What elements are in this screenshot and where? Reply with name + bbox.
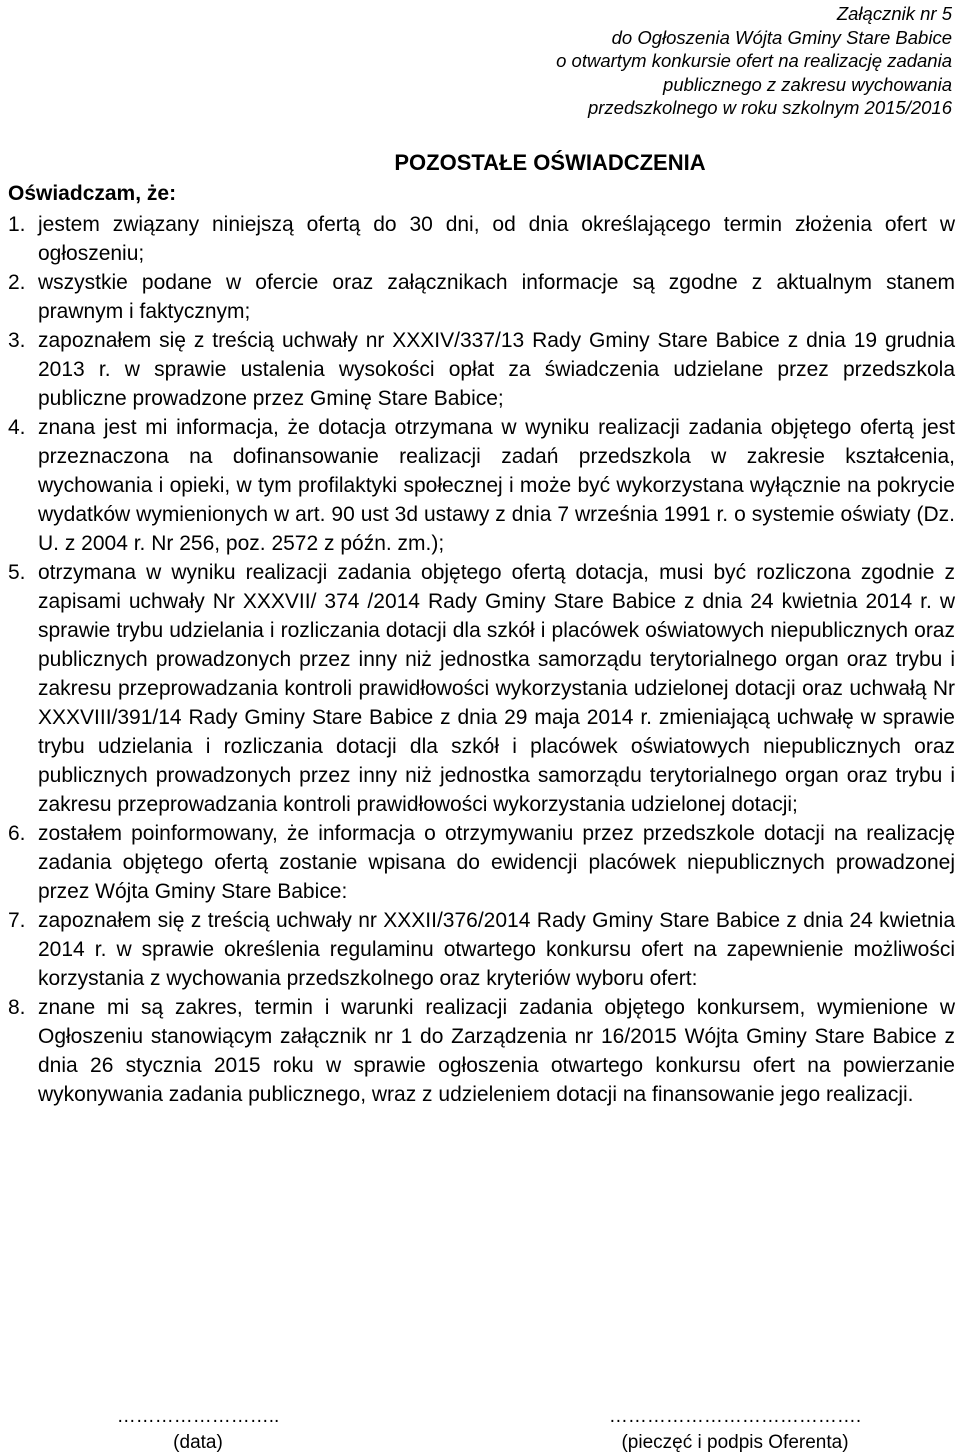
declaration-item [8,558,955,819]
annex-line: Załącznik nr 5 [836,3,952,24]
annex-line: o otwartym konkursie ofert na realizację zadania [556,50,952,71]
item-number: 3. [8,329,26,352]
item-number: 5. [8,561,26,584]
declaration-list [8,210,955,1109]
document-title: POZOSTAŁE OŚWIADCZENIA [394,150,706,175]
declaration-item [8,210,955,268]
annex-line: przedszkolnego w roku szkolnym 2015/2016 [587,97,952,118]
item-text: zapoznałem się z treścią uchwały nr XXXII/376/2014 Rady Gminy Stare Babice z dnia 24 kwietnia 2014 r. w sprawie określenia regulaminu otwartego konkursu ofert na zapewnienie możliwości korzystania z wychowania przedszkolnego oraz kryteriów wyboru ofert: [38,909,955,990]
item-text: znana jest mi informacja, że dotacja otrzymana w wyniku realizacji zadania objętego ofertą jest przeznaczona na dofinansowanie realizacji zadań przedszkola w zakresie kształcenia, wychowania i opieki, w tym profilaktyki społecznej i może być wykorzystana wyłącznie na pokrycie wydatków wymienionych w art. 90 ust 3d ustawy z dnia 7 września 1991 r. o systemie oświaty (Dz. U. z 2004 r. Nr 256, poz. 2572 z późn. zm.); [38,416,955,555]
declaration-item [8,906,955,993]
item-number: 1. [8,213,26,236]
item-text: jestem związany niniejszą ofertą do 30 dni, od dnia określającego termin złożenia ofert w ogłoszeniu; [38,213,955,265]
date-dotted-line: …………………….. [116,1406,280,1427]
item-text: wszystkie podane w ofercie oraz załącznikach informacje są zgodne z aktualnym stanem prawnym i faktycznym; [38,271,955,323]
item-text: otrzymana w wyniku realizacji zadania objętego ofertą dotacja, musi być rozliczona zgodnie z zapisami uchwały Nr XXXVII/ 374 /2014 Rady Gminy Stare Babice z dnia 24 kwietnia 2014 r. w sprawie trybu udzielania i rozliczania dotacji dla szkół i placówek oświatowych niepublicznych oraz publicznych prowadzonych przez inny niż jednostka samorządu terytorialnego organ oraz trybu i zakresu przeprowadzania kontroli prawidłowości wykorzystania udzielonej dotacji oraz uchwałą Nr XXXVIII/391/14 Rady Gminy Stare Babice z dnia 29 maja 2014 r. zmieniającą uchwałę w sprawie trybu udzielania i rozliczania dotacji dla szkół i placówek oświatowych niepublicznych oraz publicznych prowadzonych przez inny niż jednostka samorządu terytorialnego organ oraz trybu i zakresu przeprowadzania kontroli prawidłowości wykorzystania udzielonej dotacji; [38,561,955,816]
stamp-dotted-line: …………………………………. [608,1406,862,1427]
item-text: zostałem poinformowany, że informacja o otrzymywaniu przez przedszkole dotacji na realizację zadania objętego ofertą zostanie wpisana do ewidencji placówek niepublicznych prowadzonej przez Wójta Gminy Stare Babice: [38,822,955,903]
declaration-intro: Oświadczam, że: [8,182,177,205]
stamp-signature-block [575,1404,895,1456]
declaration-item [8,326,955,413]
stamp-caption: (pieczęć i podpis Oferenta) [621,1432,849,1453]
item-number: 8. [8,996,26,1019]
item-number: 4. [8,416,26,439]
item-text: znane mi są zakres, termin i warunki realizacji zadania objętego konkursem, wymienione w Ogłoszeniu stanowiącym załącznik nr 1 do Zarządzenia nr 16/2015 Wójta Gminy Stare Babice z dnia 26 stycznia 2015 roku w sprawie ogłoszenia otwartego konkursu ofert na powierzanie wykonywania zadania publicznego, wraz z udzieleniem dotacji na finansowanie jego realizacji. [38,996,955,1106]
item-number: 7. [8,909,26,932]
declaration-item [8,268,955,326]
annex-line: publicznego z zakresu wychowania [663,73,952,95]
date-caption: (data) [173,1432,223,1453]
declaration-item [8,993,955,1109]
annex-line: do Ogłoszenia Wójta Gminy Stare Babice [611,26,952,48]
date-signature-block [108,1404,288,1456]
item-number: 6. [8,822,26,845]
declaration-item [8,413,955,558]
item-number: 2. [8,271,26,294]
annex-header [352,2,952,120]
item-text: zapoznałem się z treścią uchwały nr XXXIV/337/13 Rady Gminy Stare Babice z dnia 19 grudnia 2013 r. w sprawie ustalenia wysokości opłat za świadczenia udzielane przez przedszkola publiczne prowadzone przez Gminę Stare Babice; [38,329,955,410]
declaration-item [8,819,955,906]
